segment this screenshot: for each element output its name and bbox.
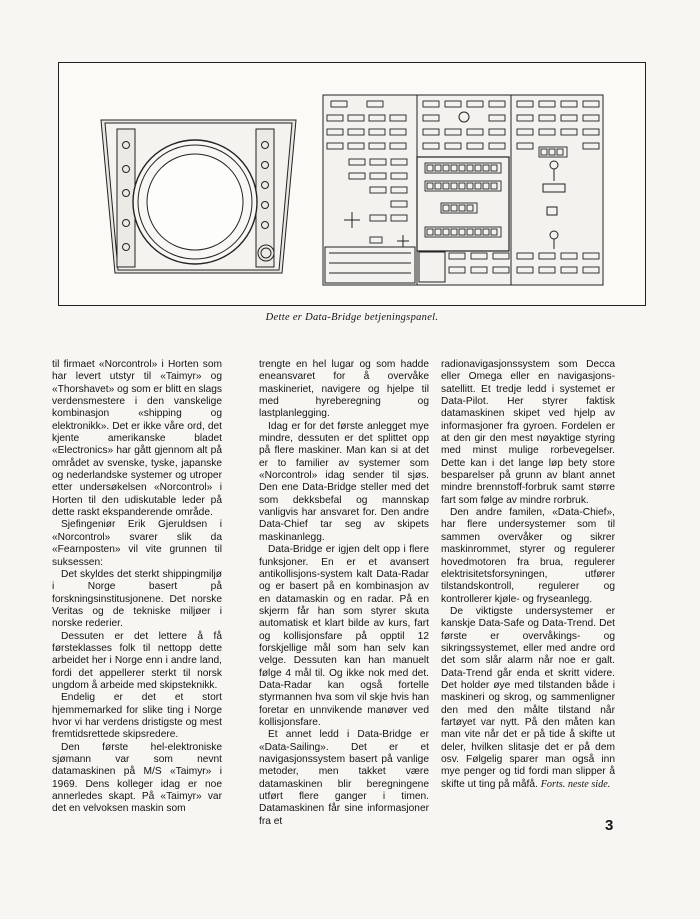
paragraph: Sjefingeniør Erik Gjeruldsen i «Norcontrol» svarer slik da «Fearnposten» vil vite grunnen til suksessen: [52, 519, 222, 568]
paragraph: Den første hel-elektroniske sjømann var som nevnt datamaskinen på M/S «Taimyr» i 1969. Dens kolleger idag er noe annerledes skapt. På «Taimyr» var det en velvoksen maskin som [52, 741, 222, 815]
continued-note: Forts. neste side. [540, 778, 611, 790]
paragraph-text: De viktigste undersystemer er kanskje Data-Safe og Data-Trend. Det første er overvåkings- og sikringssystemet, eller med andre ord det som slår alarm når noe er galt. Data-Trend går enda et skritt videre. Det holder øye med tilstanden både i maskineri og skrog, og sammenligner den med den målte tilstand når fartøyet var nytt. På den måten kan man vite når det er på tide å skifte ut deler, hvilken slitasje det er på dem osv. Følgelig sparer man også inn mye penger og tid fordi man slipper å skifte ut ting på måfå. [441, 605, 615, 790]
paragraph: Endelig er det et stort hjemmemarked for slike ting i Norge hvor vi har verdens dristigste og mest fremtidsrettede skipsredere. [52, 692, 222, 741]
data-bridge-panel-illustration [59, 63, 645, 305]
paragraph: Data-Bridge er igjen delt opp i flere funksjoner. En er et avansert antikollisjons-system kalt Data-Radar og er basert på en kombinasjon av en datamaskin og en radar. På en skjerm får han som styrer skuta automatisk et klart bilde av kurs, fart og kollisjonsfare på opptil 12 forskjellige mål som han selv kan velge. Dessuten kan han manuelt følge 4 mål til. Og ikke nok med det. Data-Radar kan også fortelle styrmannen hva som vil skje hvis han foretar en unnvikende manøver ved kollisjonsfare. [259, 544, 429, 728]
figure-frame [58, 62, 646, 306]
figure-caption: Dette er Data-Bridge betjeningspanel. [265, 312, 439, 323]
text-column-2 [259, 359, 429, 828]
paragraph: Den andre familen, «Data-Chief», har flere undersystemer som til sammen overvåker og sikrer maskinrommet, styrer og regulerer hovedmotoren fra brua, regulerer elektrisitetsforsyningen, utfører tilstandskontroll, regulerer og kontrollerer kjøle- og fryseanlegg. [441, 507, 615, 605]
paragraph: til firmaet «Norcontrol» i Horten som har levert utstyr til «Taimyr» og «Thorshavet» og som er blitt en slags verdensmestere i den vanskelige kombinasjon «shipping og elektronikk». Det er ikke våre ord, det kjente amerikanske bladet «Electronics» har gått gjennom alt på området av svenske, tyske, japanske og nederlandske systemer og utroper etter undersøkelsen «Norcontrol» i Horten til den udiskutable leder på dette raskt ekspanderende område. [52, 359, 222, 519]
text-column-1 [52, 359, 222, 816]
radar-console [101, 120, 296, 273]
radar-screen [147, 154, 243, 250]
paragraph: Det skyldes det sterkt shippingmiljø i Norge basert på forskningsinstitusjonene. Det norske Veritas og de tekniske miljøer i norske rederier. [52, 568, 222, 630]
paragraph: radionavigasjonssystem som Decca eller Omega eller en navigasjons-satellitt. Et tredje ledd i systemet er Data-Pilot. Her styrer faktisk datamaskinen skipet ved hjelp av informasjoner fra gyroen. Fordelen er at den gir den mest nøyaktige styring med minst mulige rorbevegelser. Dette kan i det lange løp bety store besparelser på grunn av blant annet mindre brennstoff-forbruk samt større fart som følge av mindre rorbruk. [441, 359, 615, 506]
page-number: 3 [605, 817, 614, 834]
paragraph [441, 606, 615, 791]
paragraph: Et annet ledd i Data-Bridge er «Data-Sailing». Det er et navigasjonssystem basert på vanlige metoder, men takket være datamaskinen blir beregningene utført flere ganger i timen. Datamaskinen får sine informasjoner fra et [259, 729, 429, 827]
paragraph: Idag er for det første anlegget mye mindre, dessuten er det splittet opp på flere maskiner. Man kan si at det er to familier av systemer som «Norcontrol» idag sender til sjøs. Den ene Data-Bridge steller med det som dekksbefal og mannskap vanligvis har ansvaret for. Den andre Data-Chief tar seg av skipets maskinanlegg. [259, 420, 429, 543]
paragraph: Dessuten er det lettere å få førsteklasses folk til nettopp dette arbeidet her i Norge enn i andre land, fordi det appellerer sterkt til norsk ungdom å arbeide med skipsteknikk. [52, 630, 222, 691]
text-column-3 [441, 359, 615, 791]
paragraph: trengte en hel lugar og som hadde eneansvaret for å overvåke maskineriet, navigere og hjelpe til med hyreberegning og lastplanlegging. [259, 359, 429, 420]
